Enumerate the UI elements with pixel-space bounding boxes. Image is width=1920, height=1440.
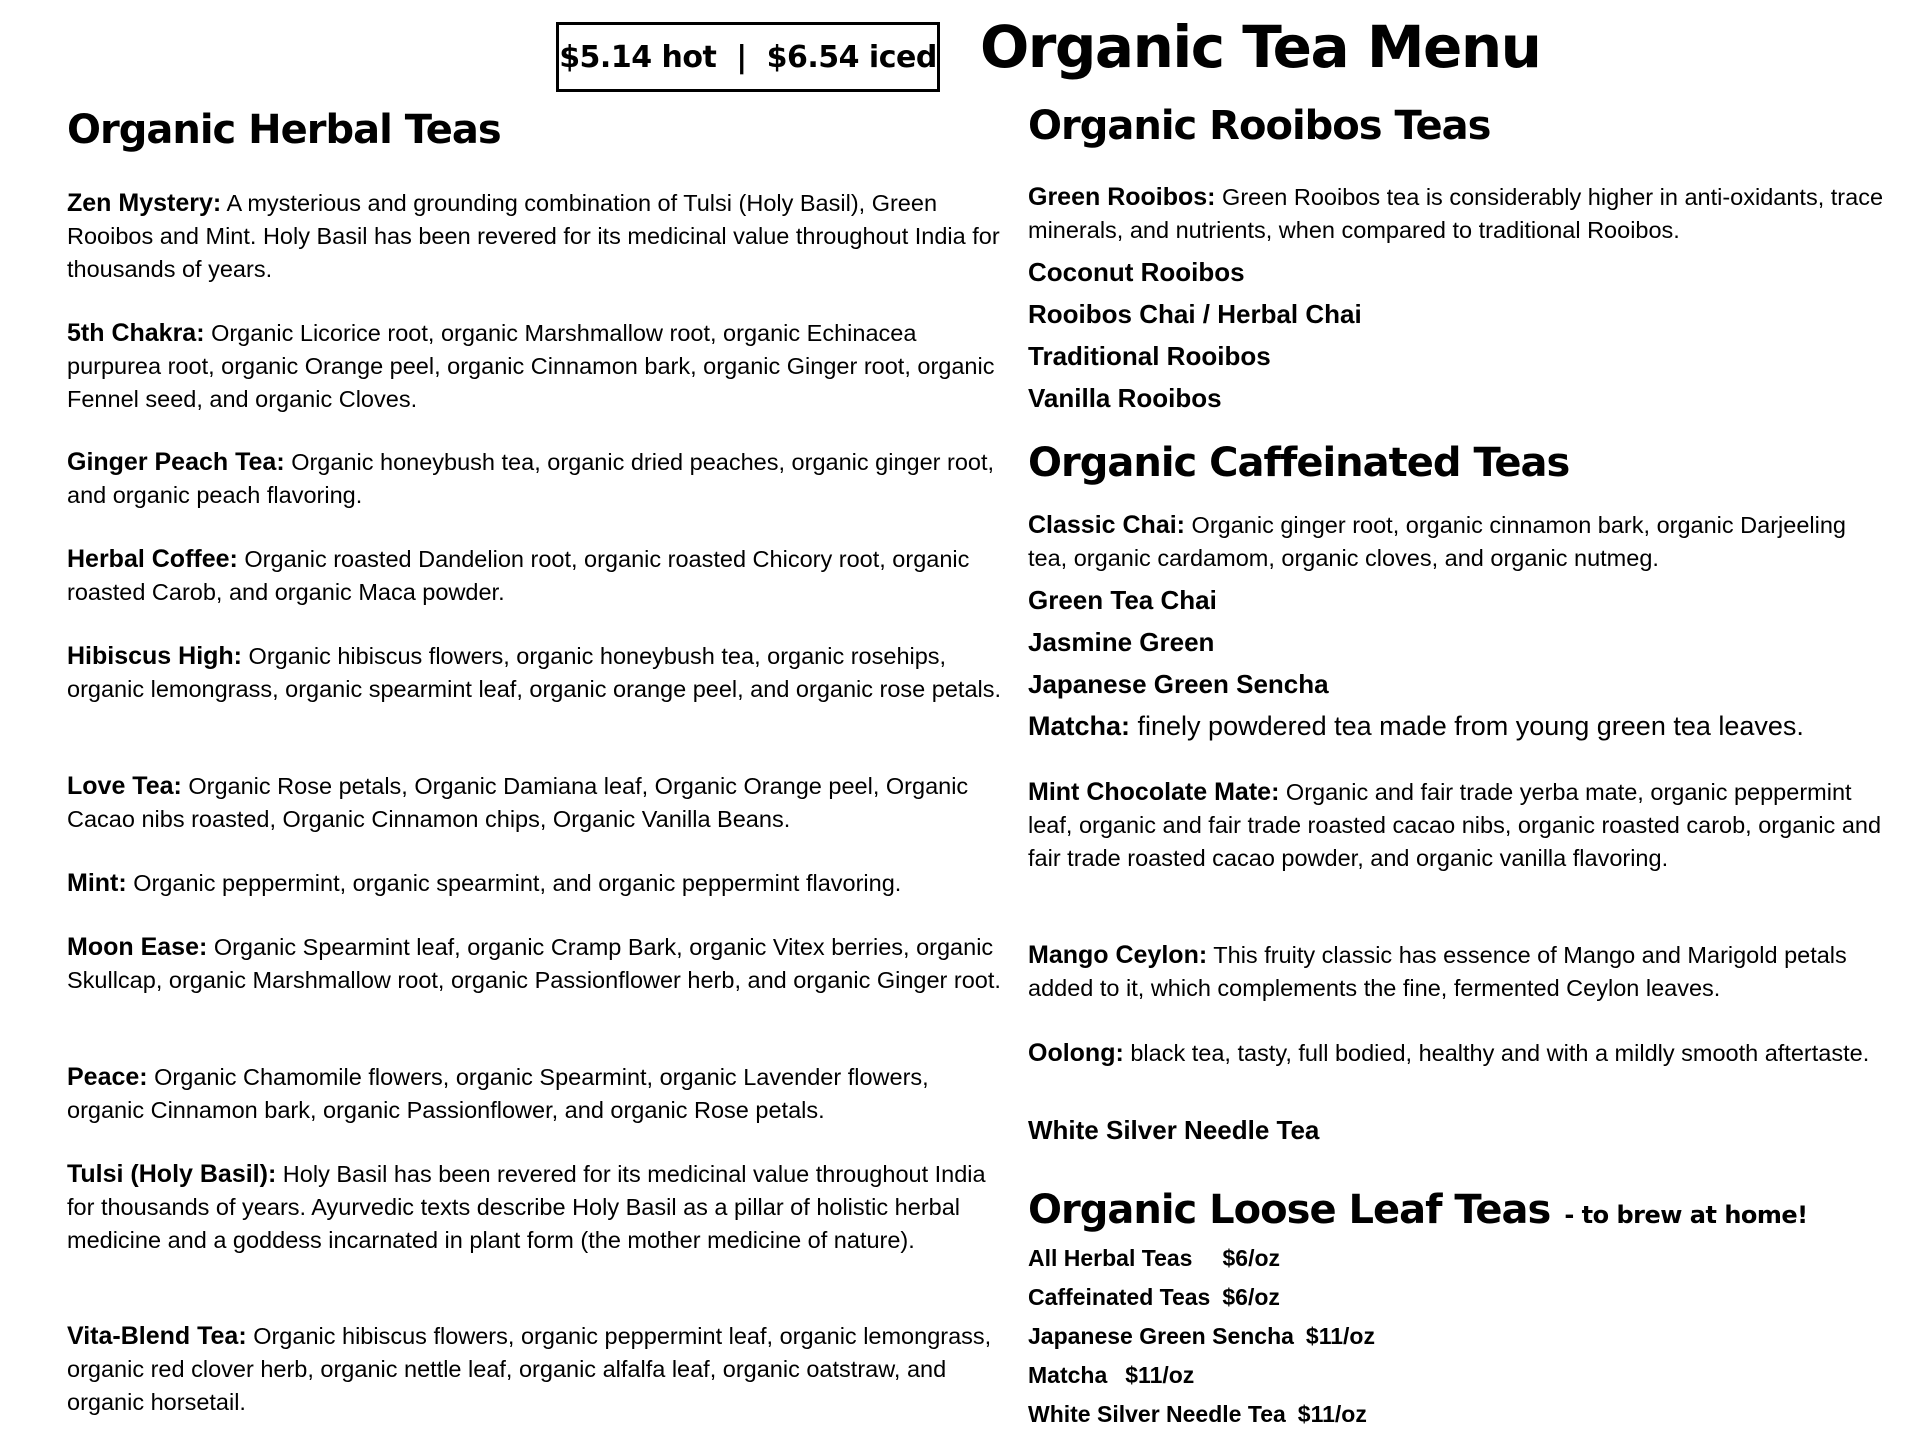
item-name: Zen Mystery: [67,189,222,217]
item-description: Organic peppermint, organic spearmint, and organic peppermint flavoring. [126,870,902,896]
menu-item-coconut-rooibos: Coconut Rooibos [1028,257,1245,287]
item-name: 5th Chakra: [67,319,205,347]
menu-item-japanese-green-sencha: Japanese Green Sencha [1028,669,1329,699]
menu-item-mango-ceylon [1028,939,1890,1005]
loose-leaf-price: $11/oz [1305,1323,1375,1349]
menu-item-vita-blend-tea [67,1320,1002,1419]
loose-leaf-price: $6/oz [1222,1245,1281,1271]
item-name: Mint: [67,869,127,897]
page-title: Organic Tea Menu [980,13,1541,81]
item-name: Tulsi (Holy Basil): [67,1160,277,1188]
menu-item-ginger-peach-tea [67,446,1002,512]
item-name: Herbal Coffee: [67,545,238,573]
item-name: Oolong: [1028,1039,1124,1067]
item-description: Green Rooibos tea is considerably higher in anti-oxidants, trace minerals, and nutrients, when compared to traditional Rooibos. [1028,184,1884,243]
price-text: $5.14 hot | $6.54 iced [559,39,937,75]
item-name: Moon Ease: [67,933,208,961]
menu-item-mint-chocolate-mate [1028,776,1890,875]
menu-item-moon-ease [67,931,1002,997]
item-name: Classic Chai: [1028,511,1186,539]
item-description: Organic Rose petals, Organic Damiana leaf, Organic Orange peel, Organic Cacao nibs roasted, Organic Cinnamon chips, Organic Vanilla Beans. [67,773,969,832]
rooibos-teas-title: Organic Rooibos Teas [1028,103,1491,149]
menu-item-mint [67,867,1002,900]
loose-leaf-name: Caffeinated Teas [1028,1284,1211,1310]
item-description: Organic Chamomile flowers, organic Spearmint, organic Lavender flowers, organic Cinnamon bark, organic Passionflower, and organic Rose petals. [67,1064,929,1123]
menu-item-oolong [1028,1036,1890,1071]
loose-leaf-name: White Silver Needle Tea [1028,1401,1286,1427]
menu-item-matcha [1028,710,1890,743]
item-name: Peace: [67,1063,148,1091]
item-description: Organic ginger root, organic cinnamon bark, organic Darjeeling tea, organic cardamom, organic cloves, and organic nutmeg. [1028,512,1846,571]
loose-leaf-row [1028,1321,1375,1351]
item-description: Organic hibiscus flowers, organic peppermint leaf, organic lemongrass, organic red clover herb, organic nettle leaf, organic alfalfa leaf, organic oatstraw, and organic horsetail. [67,1323,992,1415]
menu-item-classic-chai [1028,509,1890,575]
loose-leaf-row [1028,1243,1280,1273]
item-name: Hibiscus High: [67,642,243,670]
menu-item-rooibos-chai: Rooibos Chai / Herbal Chai [1028,299,1362,329]
menu-item-hibiscus-high [67,640,1002,706]
item-name: Mango Ceylon: [1028,941,1208,969]
menu-item-peace [67,1061,1002,1127]
menu-item-traditional-rooibos: Traditional Rooibos [1028,341,1271,371]
item-description: black tea, tasty, full bodied, healthy and with a mildly smooth aftertaste. [1123,1040,1870,1066]
menu-item-vanilla-rooibos: Vanilla Rooibos [1028,383,1222,413]
loose-leaf-row [1028,1282,1280,1312]
menu-item-jasmine-green: Jasmine Green [1028,627,1215,657]
loose-leaf-subtitle: - to brew at home! [1564,1201,1808,1229]
menu-item-5th-chakra [67,317,1002,416]
loose-leaf-name: Japanese Green Sencha [1028,1323,1294,1349]
loose-leaf-price: $11/oz [1125,1362,1195,1388]
loose-leaf-price: $11/oz [1297,1401,1367,1427]
menu-item-green-tea-chai: Green Tea Chai [1028,585,1217,615]
menu-item-green-rooibos [1028,181,1890,247]
item-description: Organic roasted Dandelion root, organic roasted Chicory root, organic roasted Carob, and organic Maca powder. [67,546,970,605]
item-name: Green Rooibos: [1028,183,1216,211]
menu-item-white-silver-needle: White Silver Needle Tea [1028,1115,1320,1145]
loose-leaf-price: $6/oz [1222,1284,1280,1310]
price-banner [556,22,940,92]
menu-item-herbal-coffee [67,543,1002,609]
herbal-teas-title: Organic Herbal Teas [67,107,501,153]
caffeinated-teas-title: Organic Caffeinated Teas [1028,440,1570,486]
loose-leaf-section-title [1028,1187,1808,1233]
loose-leaf-title: Organic Loose Leaf Teas [1028,1187,1551,1233]
loose-leaf-name: All Herbal Teas [1028,1245,1193,1271]
loose-leaf-row [1028,1360,1194,1390]
item-description: finely powdered tea made from young green tea leaves. [1130,711,1804,741]
item-name: Vita-Blend Tea: [67,1322,247,1350]
menu-item-tulsi [67,1158,1002,1257]
item-description: A mysterious and grounding combination of Tulsi (Holy Basil), Green Rooibos and Mint. Holy Basil has been revered for its medicinal value throughout India for thousands of years. [67,190,1000,282]
item-description: Organic Licorice root, organic Marshmallow root, organic Echinacea purpurea root, organic Orange peel, organic Cinnamon bark, organic Ginger root, organic Fennel seed, and organic Cloves. [67,320,995,412]
item-description: Organic hibiscus flowers, organic honeybush tea, organic rosehips, organic lemongrass, organic spearmint leaf, organic orange peel, and organic rose petals. [67,643,1002,702]
item-name: Matcha: [1028,711,1131,741]
item-description: Organic Spearmint leaf, organic Cramp Bark, organic Vitex berries, organic Skullcap, organic Marshmallow root, organic Passionflower herb, and organic Ginger root. [67,934,1001,993]
item-description: Holy Basil has been revered for its medicinal value throughout India for thousands of years. Ayurvedic texts describe Holy Basil as a pillar of holistic herbal medicine and a goddess incarnated in plant form (the mother medicine of nature). [67,1161,986,1253]
item-name: Love Tea: [67,772,182,800]
item-name: Ginger Peach Tea: [67,448,285,476]
item-description: Organic honeybush tea, organic dried peaches, organic ginger root, and organic peach flavoring. [67,449,995,508]
item-description: This fruity classic has essence of Mango and Marigold petals added to it, which complements the fine, fermented Ceylon leaves. [1028,942,1847,1001]
loose-leaf-name: Matcha [1028,1362,1108,1388]
menu-item-zen-mystery [67,187,1002,286]
item-description: Organic and fair trade yerba mate, organic peppermint leaf, organic and fair trade roasted cacao nibs, organic roasted carob, organic and fair trade roasted cacao powder, and organic vanilla flavoring. [1028,779,1882,871]
item-name: Mint Chocolate Mate: [1028,778,1280,806]
loose-leaf-row [1028,1399,1367,1429]
menu-item-love-tea [67,770,1002,836]
